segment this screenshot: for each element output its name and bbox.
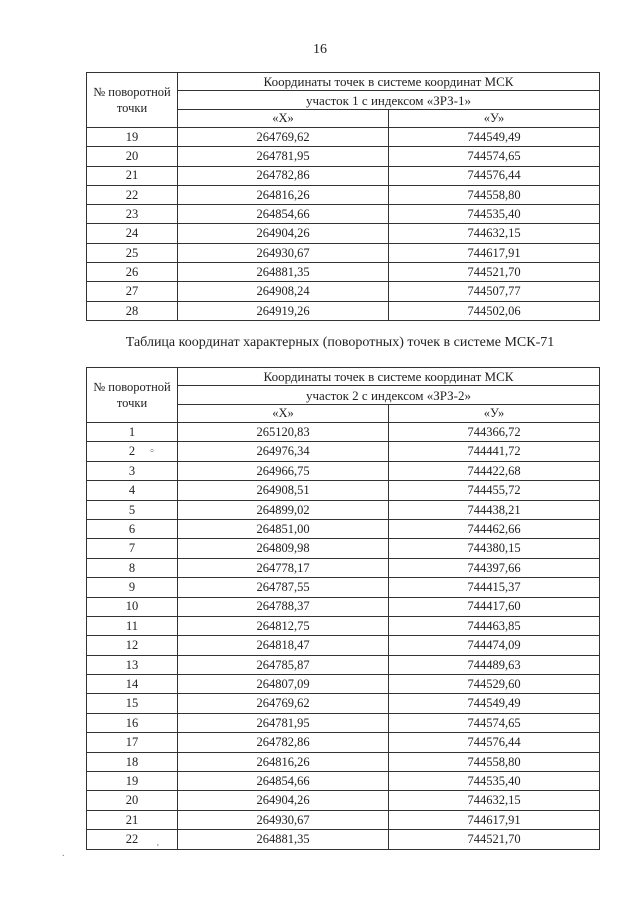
- y-coordinate-cell: 744417,60: [389, 597, 600, 616]
- y-coordinate-cell: 744549,49: [389, 694, 600, 713]
- x-coordinate-cell: 264809,98: [178, 539, 389, 558]
- y-coordinate-cell: 744576,44: [389, 733, 600, 752]
- y-coordinate-cell: 744535,40: [389, 205, 600, 224]
- point-number-cell: 7: [87, 539, 178, 558]
- point-number-cell: 22: [87, 185, 178, 204]
- table-row: [87, 224, 600, 243]
- point-number-cell: 26: [87, 263, 178, 282]
- y-coordinate-cell: 744455,72: [389, 481, 600, 500]
- y-coordinate-cell: 744617,91: [389, 243, 600, 262]
- x-coordinate-cell: 264818,47: [178, 636, 389, 655]
- y-coordinate-cell: 744574,65: [389, 147, 600, 166]
- y-coordinate-cell: 744529,60: [389, 675, 600, 694]
- header-y: «У»: [389, 405, 600, 423]
- scan-speck: ': [157, 843, 159, 854]
- point-number-cell: 27: [87, 282, 178, 301]
- y-coordinate-cell: 744489,63: [389, 655, 600, 674]
- table-row: [87, 810, 600, 829]
- header-plot-subtitle: участок 1 с индексом «ЗРЗ-1»: [178, 91, 600, 110]
- y-coordinate-cell: 744549,49: [389, 128, 600, 147]
- table-row: [87, 558, 600, 577]
- point-number-cell: 10: [87, 597, 178, 616]
- point-number-cell: 6: [87, 519, 178, 538]
- x-coordinate-cell: 264851,00: [178, 519, 389, 538]
- table-row: [87, 636, 600, 655]
- y-coordinate-cell: 744380,15: [389, 539, 600, 558]
- scan-speck: °: [150, 448, 154, 459]
- table-row: [87, 442, 600, 461]
- point-number-cell: 13: [87, 655, 178, 674]
- table-row: [87, 830, 600, 849]
- table-row: [87, 301, 600, 320]
- y-coordinate-cell: 744576,44: [389, 166, 600, 185]
- table-row: [87, 166, 600, 185]
- y-coordinate-cell: 744438,21: [389, 500, 600, 519]
- x-coordinate-cell: 264778,17: [178, 558, 389, 577]
- point-number-cell: 20: [87, 147, 178, 166]
- header-point-number: № поворотной точки: [87, 368, 178, 423]
- x-coordinate-cell: 264919,26: [178, 301, 389, 320]
- header-x: «Х»: [178, 110, 389, 128]
- header-x: «Х»: [178, 405, 389, 423]
- y-coordinate-cell: 744502,06: [389, 301, 600, 320]
- x-coordinate-cell: 264881,35: [178, 263, 389, 282]
- x-coordinate-cell: 264899,02: [178, 500, 389, 519]
- table-row: [87, 694, 600, 713]
- x-coordinate-cell: 264769,62: [178, 128, 389, 147]
- y-coordinate-cell: 744574,65: [389, 713, 600, 732]
- table-row: [87, 791, 600, 810]
- table-row: [87, 578, 600, 597]
- x-coordinate-cell: 264930,67: [178, 810, 389, 829]
- point-number-cell: 11: [87, 616, 178, 635]
- x-coordinate-cell: 264782,86: [178, 733, 389, 752]
- table-row: [87, 243, 600, 262]
- table-row: [87, 597, 600, 616]
- point-number-cell: 2: [87, 442, 178, 461]
- point-number-cell: 8: [87, 558, 178, 577]
- point-number-cell: 16: [87, 713, 178, 732]
- x-coordinate-cell: 264930,67: [178, 243, 389, 262]
- header-coordinates-title: Координаты точек в системе координат МСК: [178, 368, 600, 386]
- point-number-cell: 22: [87, 830, 178, 849]
- x-coordinate-cell: 264816,26: [178, 752, 389, 771]
- x-coordinate-cell: 264769,62: [178, 694, 389, 713]
- point-number-cell: 20: [87, 791, 178, 810]
- point-number-cell: 21: [87, 810, 178, 829]
- table-row: [87, 128, 600, 147]
- point-number-cell: 12: [87, 636, 178, 655]
- x-coordinate-cell: 264854,66: [178, 205, 389, 224]
- scan-speck: .: [62, 848, 65, 859]
- y-coordinate-cell: 744632,15: [389, 791, 600, 810]
- x-coordinate-cell: 264807,09: [178, 675, 389, 694]
- table-row: [87, 185, 600, 204]
- point-number-cell: 5: [87, 500, 178, 519]
- y-coordinate-cell: 744521,70: [389, 263, 600, 282]
- x-coordinate-cell: 264788,37: [178, 597, 389, 616]
- table-row: [87, 733, 600, 752]
- coordinates-table-1: [86, 72, 600, 321]
- table-row: [87, 539, 600, 558]
- y-coordinate-cell: 744415,37: [389, 578, 600, 597]
- point-number-cell: 24: [87, 224, 178, 243]
- x-coordinate-cell: 264976,34: [178, 442, 389, 461]
- y-coordinate-cell: 744558,80: [389, 185, 600, 204]
- header-plot-subtitle: участок 2 с индексом «ЗРЗ-2»: [178, 386, 600, 405]
- y-coordinate-cell: 744535,40: [389, 772, 600, 791]
- point-number-cell: 1: [87, 423, 178, 442]
- table-row: [87, 675, 600, 694]
- x-coordinate-cell: 264881,35: [178, 830, 389, 849]
- point-number-cell: 3: [87, 461, 178, 480]
- x-coordinate-cell: 264812,75: [178, 616, 389, 635]
- point-number-cell: 18: [87, 752, 178, 771]
- x-coordinate-cell: 264904,26: [178, 791, 389, 810]
- y-coordinate-cell: 744558,80: [389, 752, 600, 771]
- point-number-cell: 19: [87, 128, 178, 147]
- table-row: [87, 655, 600, 674]
- x-coordinate-cell: 264781,95: [178, 713, 389, 732]
- point-number-cell: 23: [87, 205, 178, 224]
- table-caption: Таблица координат характерных (поворотных) точек в системе МСК-71: [125, 335, 555, 350]
- point-number-cell: 25: [87, 243, 178, 262]
- coordinates-table-2: [86, 367, 600, 850]
- point-number-cell: 28: [87, 301, 178, 320]
- table-row: [87, 713, 600, 732]
- x-coordinate-cell: 264904,26: [178, 224, 389, 243]
- x-coordinate-cell: 264785,87: [178, 655, 389, 674]
- header-point-number: № поворотной точки: [87, 73, 178, 128]
- y-coordinate-cell: 744397,66: [389, 558, 600, 577]
- x-coordinate-cell: 264816,26: [178, 185, 389, 204]
- table-row: [87, 147, 600, 166]
- y-coordinate-cell: 744617,91: [389, 810, 600, 829]
- table-row: [87, 752, 600, 771]
- y-coordinate-cell: 744462,66: [389, 519, 600, 538]
- page-number: 16: [313, 42, 327, 57]
- point-number-cell: 15: [87, 694, 178, 713]
- x-coordinate-cell: 264908,51: [178, 481, 389, 500]
- y-coordinate-cell: 744422,68: [389, 461, 600, 480]
- y-coordinate-cell: 744366,72: [389, 423, 600, 442]
- point-number-cell: 4: [87, 481, 178, 500]
- table-row: [87, 616, 600, 635]
- x-coordinate-cell: 264787,55: [178, 578, 389, 597]
- point-number-cell: 17: [87, 733, 178, 752]
- y-coordinate-cell: 744463,85: [389, 616, 600, 635]
- table-row: [87, 263, 600, 282]
- x-coordinate-cell: 264966,75: [178, 461, 389, 480]
- table-row: [87, 205, 600, 224]
- x-coordinate-cell: 265120,83: [178, 423, 389, 442]
- table-row: [87, 481, 600, 500]
- x-coordinate-cell: 264781,95: [178, 147, 389, 166]
- point-number-cell: 21: [87, 166, 178, 185]
- table-row: [87, 423, 600, 442]
- point-number-cell: 9: [87, 578, 178, 597]
- x-coordinate-cell: 264854,66: [178, 772, 389, 791]
- point-number-cell: 19: [87, 772, 178, 791]
- table-row: [87, 772, 600, 791]
- table-row: [87, 500, 600, 519]
- table-row: [87, 461, 600, 480]
- y-coordinate-cell: 744521,70: [389, 830, 600, 849]
- y-coordinate-cell: 744632,15: [389, 224, 600, 243]
- y-coordinate-cell: 744507,77: [389, 282, 600, 301]
- x-coordinate-cell: 264782,86: [178, 166, 389, 185]
- table-row: [87, 519, 600, 538]
- y-coordinate-cell: 744441,72: [389, 442, 600, 461]
- header-y: «У»: [389, 110, 600, 128]
- table-row: [87, 282, 600, 301]
- y-coordinate-cell: 744474,09: [389, 636, 600, 655]
- x-coordinate-cell: 264908,24: [178, 282, 389, 301]
- point-number-cell: 14: [87, 675, 178, 694]
- header-coordinates-title: Координаты точек в системе координат МСК: [178, 73, 600, 91]
